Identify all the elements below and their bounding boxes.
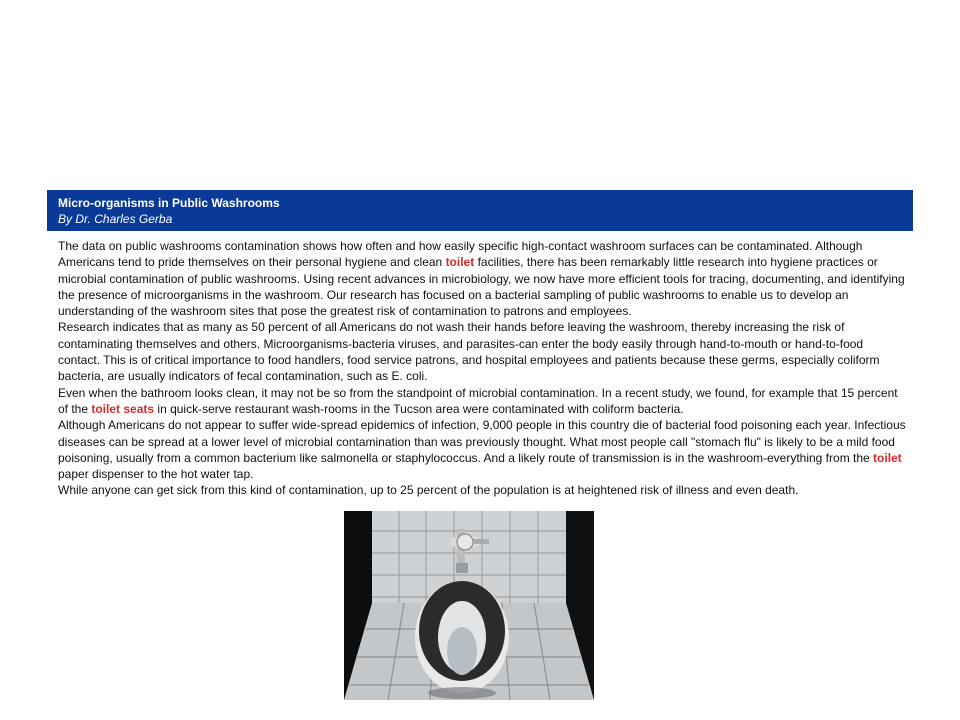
- toilet-photo: [344, 511, 594, 700]
- author-byline: By Dr. Charles Gerba: [58, 212, 173, 226]
- paragraph-1: The data on public washrooms contamination shows how often and how easily specific high-contact washroom surfaces can be contaminated. Although Americans tend to pride themselves on their personal hygiene and clean toilet facilities, there has been remarkably little research into hygiene practices or microbial contamination of public washrooms. Using recent advances in microbiology, we now have more efficient tools for tracing, documenting, and identifying the presence of microorganisms in the washroom. Our research has focused on a bacterial sampling of public washrooms to enable us to develop an understanding of the washroom sites that pose the greatest risk of contamination to patrons and employees.: [58, 239, 905, 319]
- paragraph-2: Research indicates that as many as 50 percent of all Americans do not wash their hands before leaving the washroom, thereby increasing the risk of contaminating themselves and others. Microorganisms-bacteria viruses, and parasites-can enter the body easily through hand-to-mouth or hand-to-food contact. This is of critical importance to food handlers, food service patrons, and hospital employees and patients because these germs, especially coliform bacteria, are usually indicators of fecal contamination, such as E. coli.: [58, 320, 880, 384]
- article-body: [58, 238, 908, 499]
- paragraph-4: Although Americans do not appear to suffer wide-spread epidemics of infection, 9,000 people in this country die of bacterial food poisoning each year. Infectious diseases can be spread at a lower level of microbial contamination than was previously thought. What most people call "stomach flu" is likely to be a mild food poisoning, usually from a common bacterium like salmonella or staphylococcus. And a likely route of transmission is in the washroom-everything from the toilet paper dispenser to the hot water tap.: [58, 418, 906, 482]
- keyword-highlight: toilet: [445, 255, 475, 270]
- paragraph-5: While anyone can get sick from this kind of contamination, up to 25 percent of the population is at heightened risk of illness and even death.: [58, 483, 799, 498]
- toilet-photo-image: [344, 511, 594, 700]
- keyword-highlight: toilet seats: [91, 401, 155, 416]
- header-banner: [47, 190, 913, 231]
- page-title: Micro-organisms in Public Washrooms: [58, 196, 280, 210]
- keyword-highlight: toilet: [873, 450, 902, 465]
- paragraph-3: Even when the bathroom looks clean, it may not be so from the standpoint of microbial contamination. In a recent study, we found, for example that 15 percent of the toilet seats in quick-serve restaurant wash-rooms in the Tucson area were contaminated with coliform bacteria.: [58, 385, 898, 416]
